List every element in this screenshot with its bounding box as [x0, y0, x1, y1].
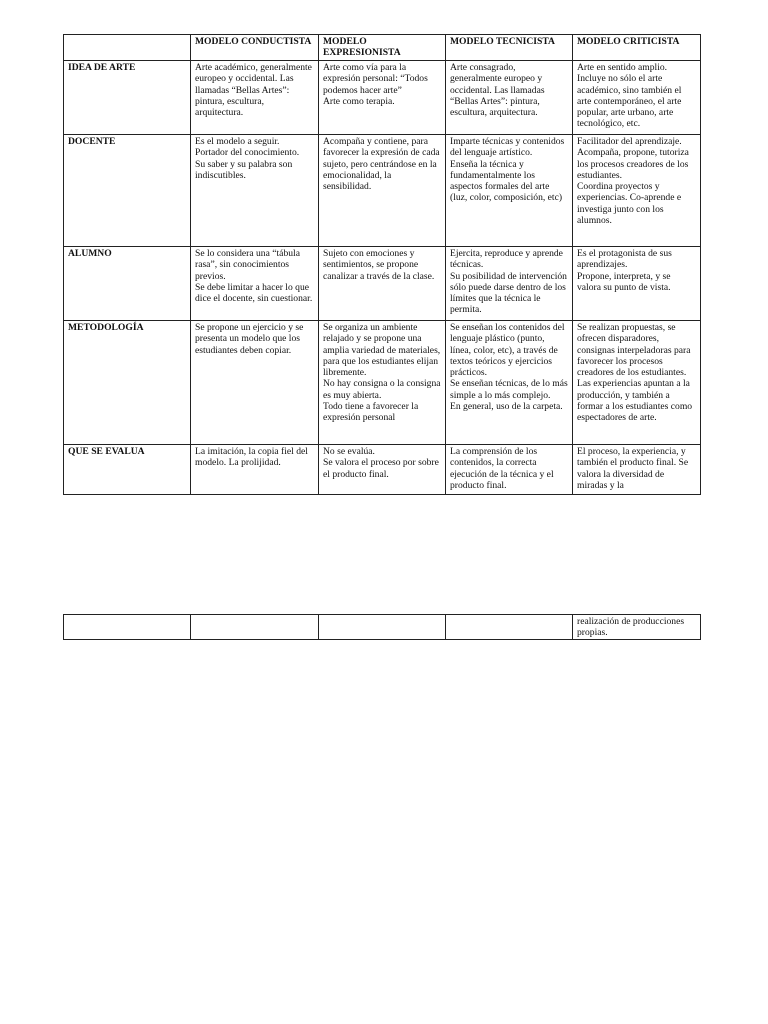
cell-conductista: La imitación, la copia fiel del modelo. La prolijidad.	[191, 445, 319, 495]
cell-expresionista: Se organiza un ambiente relajado y se propone una amplia variedad de materiales, para que los estudiantes elijan libremente. No hay consigna o la consigna es muy abierta. Todo tiene a favorecer la expresión personal	[319, 321, 446, 445]
comparison-table	[63, 34, 701, 495]
cell-criticista: Arte en sentido amplio. Incluye no sólo el arte académico, sino también el arte contemporáneo, el arte popular, arte urbano, arte tecnológico, etc.	[573, 61, 701, 135]
cell-conductista: Arte académico, generalmente europeo y occidental. Las llamadas “Bellas Artes”: pintura, escultura, arquitectura.	[191, 61, 319, 135]
cell-expresionista: Sujeto con emociones y sentimientos, se propone canalizar a través de la clase.	[319, 247, 446, 321]
cell-criticista: Es el protagonista de sus aprendizajes. Propone, interpreta, y se valora su punto de vista.	[573, 247, 701, 321]
cell-expresionista: No se evalúa. Se valora el proceso por sobre el producto final.	[319, 445, 446, 495]
row-idea-de-arte	[64, 61, 701, 135]
cell-criticista: El proceso, la experiencia, y también el producto final. Se valora la diversidad de miradas y la	[573, 445, 701, 495]
header-expresionista: MODELO EXPRESIONISTA	[319, 35, 446, 61]
header-corner-cell	[64, 35, 191, 61]
continuation-cell	[319, 615, 446, 640]
row-alumno	[64, 247, 701, 321]
cell-tecnicista: Arte consagrado, generalmente europeo y occidental. Las llamadas “Bellas Artes”: pintura, escultura, arquitectura.	[446, 61, 573, 135]
cell-conductista: Es el modelo a seguir. Portador del conocimiento. Su saber y su palabra son indiscutibles.	[191, 135, 319, 247]
cell-conductista: Se propone un ejercicio y se presenta un modelo que los estudiantes deben copiar.	[191, 321, 319, 445]
header-row	[64, 35, 701, 61]
cell-expresionista: Arte como vía para la expresión personal: “Todos podemos hacer arte” Arte como terapia.	[319, 61, 446, 135]
continuation-table	[63, 614, 701, 640]
cell-conductista: Se lo considera una “tábula rasa”, sin conocimientos previos. Se debe limitar a hacer lo que dice el docente, sin cuestionar.	[191, 247, 319, 321]
cell-tecnicista: Se enseñan los contenidos del lenguaje plástico (punto, línea, color, etc), a través de textos teóricos y ejercicios prácticos. Se enseñan técnicas, de lo más simple a lo más complejo. En general, uso de la carpeta.	[446, 321, 573, 445]
header-conductista: MODELO CONDUCTISTA	[191, 35, 319, 61]
row-label: IDEA DE ARTE	[64, 61, 191, 135]
cell-criticista: Se realizan propuestas, se ofrecen disparadores, consignas interpeladoras para favorecer los procesos creadores de los estudiantes. Las experiencias apuntan a la producción, y también a formar a los estudiantes como espectadores de arte.	[573, 321, 701, 445]
row-metodologia	[64, 321, 701, 445]
cell-tecnicista: Imparte técnicas y contenidos del lenguaje artístico. Enseña la técnica y fundamentalmente los aspectos formales del arte (luz, color, composición, etc)	[446, 135, 573, 247]
continuation-cell	[446, 615, 573, 640]
cell-criticista: Facilitador del aprendizaje. Acompaña, propone, tutoriza los procesos creadores de los estudiantes. Coordina proyectos y experiencias. Co-aprende e investiga junto con los alumnos.	[573, 135, 701, 247]
row-docente	[64, 135, 701, 247]
header-tecnicista: MODELO TECNICISTA	[446, 35, 573, 61]
header-criticista: MODELO CRITICISTA	[573, 35, 701, 61]
cell-expresionista: Acompaña y contiene, para favorecer la expresión de cada sujeto, pero centrándose en la emocionalidad, la sensibilidad.	[319, 135, 446, 247]
cell-tecnicista: La comprensión de los contenidos, la correcta ejecución de la técnica y el producto final.	[446, 445, 573, 495]
row-que-se-evalua	[64, 445, 701, 495]
continuation-row	[64, 615, 701, 640]
continuation-cell-criticista: realización de producciones propias.	[573, 615, 701, 640]
row-label: DOCENTE	[64, 135, 191, 247]
continuation-cell	[64, 615, 191, 640]
row-label: QUE SE EVALUA	[64, 445, 191, 495]
cell-tecnicista: Ejercita, reproduce y aprende técnicas. Su posibilidad de intervención sólo puede darse dentro de los límites que la técnica le permita.	[446, 247, 573, 321]
row-label: ALUMNO	[64, 247, 191, 321]
row-label: METODOLOGÍA	[64, 321, 191, 445]
continuation-cell	[191, 615, 319, 640]
